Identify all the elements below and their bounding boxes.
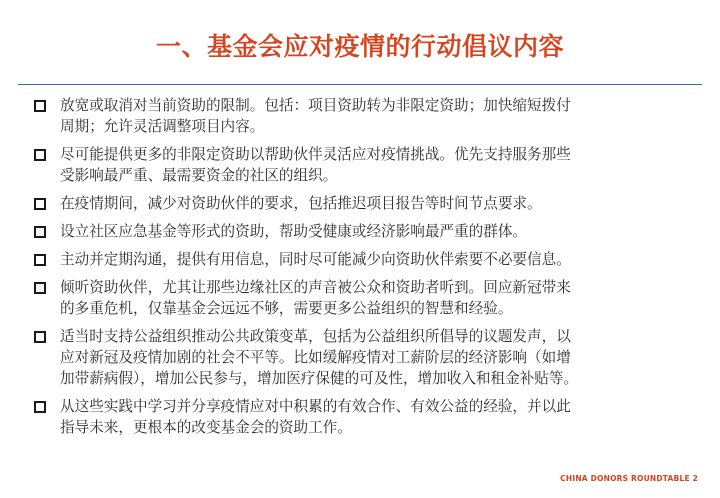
bullet-item <box>34 249 706 270</box>
bullet-text-line: 受影响最严重、最需要资金的社区的组织。 <box>60 167 338 184</box>
bullet-item <box>34 396 706 438</box>
bullet-item <box>34 144 706 186</box>
checkbox-icon <box>34 282 46 294</box>
slide-title: 一、基金会应对疫情的行动倡议内容 <box>155 32 564 61</box>
bullet-text-line: 从这些实践中学习并分享疫情应对中积累的有效合作、有效公益的经验，并以此 <box>60 398 571 415</box>
bullet-text-line: 适当时支持公益组织推动公共政策变革，包括为公益组织所倡导的议题发声，以 <box>60 328 571 345</box>
checkbox-icon <box>34 401 46 413</box>
bullet-text-line: 周期；允许灵活调整项目内容。 <box>60 118 265 135</box>
bullet-text-line: 尽可能提供更多的非限定资助以帮助伙伴灵活应对疫情挑战。优先支持服务那些 <box>60 146 571 163</box>
bullet-text-line: 应对新冠及疫情加剧的社会不平等。比如缓解疫情对工薪阶层的经济影响（如增 <box>60 349 571 366</box>
checkbox-icon <box>34 254 46 266</box>
bullet-item <box>34 277 706 319</box>
bullet-text-line: 倾听资助伙伴，尤其让那些边缘社区的声音被公众和资助者听到。回应新冠带来 <box>60 279 571 296</box>
checkbox-icon <box>34 149 46 161</box>
bullet-item <box>34 193 706 214</box>
bullet-text-line: 指导未来，更根本的改变基金会的资助工作。 <box>60 419 352 436</box>
checkbox-icon <box>34 100 46 112</box>
bullet-text-line: 放宽或取消对当前资助的限制。包括：项目资助转为非限定资助；加快缩短拨付 <box>60 97 571 114</box>
bullet-text-line: 设立社区应急基金等形式的资助，帮助受健康或经济影响最严重的群体。 <box>60 223 528 240</box>
bullet-text-line: 加带薪病假），增加公民参与，增加医疗保健的可及性，增加收入和租金补贴等。 <box>60 370 579 387</box>
bullet-text-line: 在疫情期间，减少对资助伙伴的要求，包括推迟项目报告等时间节点要求。 <box>60 195 542 212</box>
bullet-item <box>34 95 706 137</box>
checkbox-icon <box>34 226 46 238</box>
bullet-item <box>34 326 706 389</box>
checkbox-icon <box>34 331 46 343</box>
checkbox-icon <box>34 198 46 210</box>
bullet-item <box>34 221 706 242</box>
title-divider <box>18 84 702 85</box>
bullet-text-line: 主动并定期沟通，提供有用信息，同时尽可能减少向资助伙伴索要不必要信息。 <box>60 251 571 268</box>
footer-text: CHINA DONORS ROUNDTABLE 2 <box>560 474 698 483</box>
bullet-list <box>34 95 706 445</box>
bullet-text-line: 的多重危机，仅靠基金会远远不够，需要更多公益组织的智慧和经验。 <box>60 300 513 317</box>
